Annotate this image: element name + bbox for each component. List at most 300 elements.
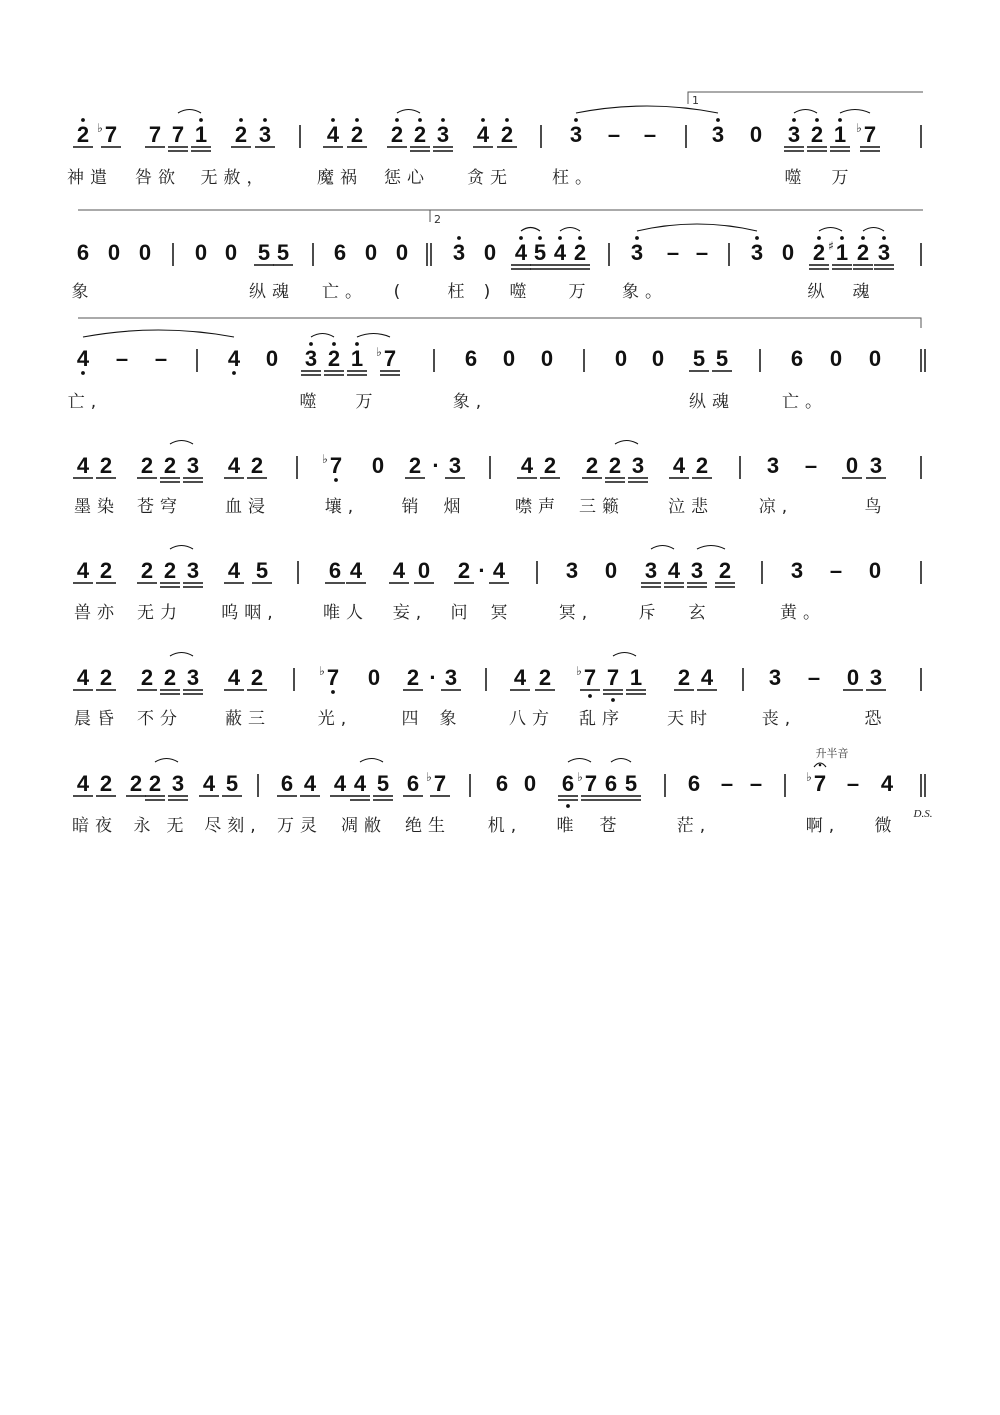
- note: [869, 558, 881, 583]
- note-digit: 3: [448, 453, 462, 478]
- accidental-mark: ♭: [376, 345, 382, 359]
- lyric-syllable: 魔祸: [317, 168, 363, 188]
- lyric-syllable: 茫,: [676, 816, 712, 836]
- note: [484, 240, 496, 265]
- score-row-4: [73, 441, 921, 518]
- note-digit: 4: [227, 665, 241, 690]
- note: [570, 236, 590, 269]
- note: [582, 453, 602, 478]
- note-digit: 5: [624, 771, 638, 796]
- note-digit: 4: [520, 453, 534, 478]
- note-digit: 4: [513, 665, 527, 690]
- note-digit: 3: [171, 771, 185, 796]
- note-digit: 2: [695, 453, 709, 478]
- note: [168, 122, 188, 151]
- note: [697, 665, 717, 690]
- note-digit: 1: [629, 665, 643, 690]
- volta-2-label: 2: [434, 213, 441, 226]
- lyric-syllable: 亡,: [67, 392, 103, 412]
- octave-dot-above: [716, 118, 720, 122]
- lyric-syllable: 纵: [807, 282, 831, 302]
- tie-slur: [615, 441, 638, 445]
- score-row-5: [73, 546, 921, 624]
- note: [387, 118, 407, 147]
- lyric-syllable: 血浸: [225, 497, 271, 517]
- note: [603, 665, 623, 702]
- note: [791, 558, 803, 583]
- accidental-mark: ♭: [577, 770, 583, 784]
- note-digit: 2: [500, 122, 514, 147]
- note-digit: 4: [700, 665, 714, 690]
- note: [715, 558, 735, 587]
- note-digit: 3: [436, 122, 450, 147]
- note: [277, 771, 297, 796]
- note-digit: 4: [880, 771, 894, 796]
- lyric-syllable: 噬: [509, 282, 533, 302]
- note-digit: 6: [464, 346, 478, 371]
- note-digit: 0: [781, 240, 795, 265]
- lyric-syllable: 神遣: [67, 168, 113, 188]
- accidental-mark: ♯: [828, 239, 834, 253]
- note: [155, 346, 167, 371]
- tie-slur: [170, 546, 193, 550]
- note-digit: 2: [327, 346, 341, 371]
- tie-slur: [819, 228, 842, 232]
- lyric-syllable: 万: [831, 168, 855, 188]
- note: [866, 665, 886, 690]
- lyric-syllable: 晨昏: [74, 709, 120, 729]
- note: [426, 770, 450, 796]
- tie-slur: [637, 224, 757, 231]
- octave-dot-above: [355, 118, 359, 122]
- note-digit: 3: [630, 240, 644, 265]
- note-digit: 0: [523, 771, 537, 796]
- note: [805, 453, 817, 478]
- note: [266, 346, 278, 371]
- lyric-syllable: 四: [401, 709, 425, 729]
- note-digit: 0: [540, 346, 554, 371]
- note: [550, 236, 570, 269]
- note: [712, 346, 732, 371]
- note-digit: 4: [227, 346, 241, 371]
- lyric-syllable: 尽刻,: [204, 816, 262, 836]
- note-digit: 0: [829, 346, 843, 371]
- lyric-syllable: 玄: [688, 603, 712, 623]
- note-digit: 2: [99, 771, 113, 796]
- lyric-syllable: 销: [401, 497, 425, 517]
- lyric-syllable: 枉。: [552, 168, 598, 188]
- note-digit: –: [115, 346, 129, 371]
- note: [77, 346, 90, 375]
- note: [183, 665, 203, 694]
- note: [414, 558, 434, 583]
- score-row-3: [68, 330, 925, 412]
- note-digit: 2: [163, 665, 177, 690]
- note-digit: 0: [364, 240, 378, 265]
- note-digit: 4: [76, 453, 90, 478]
- note: [478, 558, 485, 583]
- octave-dot-above: [815, 118, 819, 122]
- tie-slur: [840, 110, 870, 114]
- octave-dot-above: [538, 236, 542, 240]
- octave-dot-above: [355, 342, 359, 346]
- note-digit: 2: [250, 453, 264, 478]
- score-row-7: [72, 746, 932, 836]
- lyric-syllable: 八方: [509, 709, 555, 729]
- note-digit: 3: [631, 453, 645, 478]
- note: [445, 453, 465, 478]
- dal-segno-mark: D.S.: [913, 808, 933, 820]
- note: [139, 240, 151, 265]
- note: [224, 453, 244, 478]
- note: [322, 452, 342, 482]
- note-digit: 3: [711, 122, 725, 147]
- note: [535, 665, 555, 690]
- note-digit: 3: [565, 558, 579, 583]
- note-digit: 0: [194, 240, 208, 265]
- note-digit: 0: [868, 346, 882, 371]
- note: [137, 558, 157, 583]
- note: [784, 118, 804, 151]
- note-digit: 0: [138, 240, 152, 265]
- note-digit: 4: [202, 771, 216, 796]
- note: [441, 665, 461, 690]
- note-digit: 0: [483, 240, 497, 265]
- octave-dot-below: [334, 478, 338, 482]
- note: [621, 771, 641, 800]
- octave-dot-above: [558, 236, 562, 240]
- note: [615, 346, 627, 371]
- note: [626, 665, 646, 694]
- note-digit: 4: [514, 240, 528, 265]
- note-digit: 2: [99, 558, 113, 583]
- tie-slur: [521, 228, 540, 232]
- note-digit: 4: [349, 558, 363, 583]
- lyric-syllable: 无赦，: [200, 168, 270, 188]
- note-digit: 4: [392, 558, 406, 583]
- note: [869, 346, 881, 371]
- lyric-syllable: 惩心: [384, 168, 430, 188]
- note-digit: 2: [608, 453, 622, 478]
- note: [605, 453, 625, 482]
- note: [254, 240, 274, 265]
- score-row-2: [72, 224, 922, 302]
- note: [853, 236, 873, 269]
- note: [224, 665, 244, 690]
- note-digit: 6: [561, 771, 575, 796]
- note-digit: 4: [672, 453, 686, 478]
- lyric-syllable: 亡。: [322, 282, 368, 302]
- accidental-mark: ♭: [97, 121, 103, 135]
- note: [541, 346, 553, 371]
- note: [605, 558, 617, 583]
- lyric-syllable: 贪无: [467, 168, 513, 188]
- tie-slur: [397, 110, 420, 114]
- note: [73, 771, 93, 796]
- note-digit: 1: [350, 346, 364, 371]
- note: [696, 240, 708, 265]
- octave-dot-above: [331, 118, 335, 122]
- lyric-syllable: 无: [166, 816, 190, 836]
- note: [652, 346, 664, 371]
- lyric-syllable: 暗夜: [72, 816, 118, 836]
- note: [168, 771, 188, 800]
- lyric-syllable: 微: [874, 816, 898, 836]
- note: [222, 771, 242, 796]
- note: [228, 346, 241, 375]
- tie-slur: [568, 759, 591, 763]
- note: [300, 771, 320, 796]
- note: [96, 453, 116, 478]
- note: [191, 118, 211, 151]
- note: [97, 121, 121, 147]
- note: [325, 558, 345, 583]
- note: [843, 665, 863, 690]
- tie-slur: [170, 441, 193, 445]
- note: [73, 453, 93, 478]
- accidental-mark: ♭: [426, 770, 432, 784]
- note-digit: 5: [255, 558, 269, 583]
- lyric-syllable: 黄。: [780, 603, 826, 623]
- accidental-mark: ♭: [856, 121, 862, 135]
- note: [828, 236, 852, 269]
- note: [365, 240, 377, 265]
- note: [530, 236, 550, 269]
- tie-slur: [170, 653, 193, 657]
- note-digit: –: [695, 240, 709, 265]
- octave-dot-above: [578, 236, 582, 240]
- score-row-1: [67, 106, 921, 188]
- note-digit: 5: [257, 240, 271, 265]
- note: [137, 453, 157, 478]
- note-digit: 2: [350, 122, 364, 147]
- note: [807, 118, 827, 151]
- note: [769, 665, 781, 690]
- accidental-mark: ♭: [806, 770, 812, 784]
- note-digit: 4: [76, 665, 90, 690]
- note-digit: 7: [433, 771, 447, 796]
- note-digit: 3: [869, 665, 883, 690]
- lyric-syllable: 乱序: [579, 709, 625, 729]
- note: [524, 771, 536, 796]
- note: [767, 453, 779, 478]
- note-digit: ·: [429, 665, 437, 690]
- lyric-syllable: 问: [450, 603, 474, 623]
- note: [644, 122, 656, 147]
- tie-slur: [155, 759, 178, 763]
- lyric-syllable: 不分: [137, 709, 183, 729]
- note: [830, 118, 850, 151]
- note: [511, 236, 531, 269]
- note: [301, 342, 321, 375]
- note: [751, 236, 763, 265]
- lyric-syllable: 咎欲: [135, 168, 181, 188]
- tie-slur: [651, 546, 674, 550]
- note: [137, 665, 157, 690]
- note: [96, 771, 116, 796]
- note-digit: –: [666, 240, 680, 265]
- lyric-syllable: 万: [355, 392, 379, 412]
- note-digit: 4: [76, 346, 90, 371]
- lyric-syllable: 苍穹: [137, 497, 183, 517]
- note-digit: 3: [768, 665, 782, 690]
- note: [183, 453, 203, 482]
- tie-slur: [360, 759, 383, 763]
- note-digit: 3: [644, 558, 658, 583]
- note: [453, 236, 465, 265]
- tie-slur: [311, 334, 334, 338]
- score-row-6: [73, 653, 921, 730]
- octave-dot-above: [792, 118, 796, 122]
- octave-dot-above: [481, 118, 485, 122]
- note-digit: 2: [538, 665, 552, 690]
- lyric-syllable: 斥: [638, 603, 662, 623]
- note-digit: 3: [258, 122, 272, 147]
- note: [224, 558, 244, 583]
- note: [497, 118, 517, 147]
- note: [405, 453, 425, 478]
- note-digit: 6: [790, 346, 804, 371]
- note: [465, 346, 477, 371]
- note-digit: 0: [749, 122, 763, 147]
- note: [252, 558, 272, 583]
- note-digit: 2: [163, 453, 177, 478]
- note: [750, 771, 762, 796]
- note: [330, 771, 350, 796]
- note: [368, 665, 380, 690]
- note-digit: 2: [390, 122, 404, 147]
- note-digit: 2: [129, 771, 143, 796]
- note-digit: 2: [140, 665, 154, 690]
- performance-annotation: 升半音: [815, 747, 849, 760]
- note: [347, 118, 367, 147]
- note: [403, 665, 423, 690]
- note: [830, 346, 842, 371]
- lyric-syllable: 亡。: [782, 392, 828, 412]
- note: [350, 771, 370, 800]
- note: [323, 118, 343, 147]
- lyric-syllable: 噤声: [515, 497, 561, 517]
- note-digit: 5: [225, 771, 239, 796]
- lyric-syllable: 凋敝: [341, 816, 387, 836]
- octave-dot-below: [566, 804, 570, 808]
- phrase-line-row3: [78, 318, 921, 328]
- octave-dot-below: [232, 371, 236, 375]
- note-digit: 3: [186, 453, 200, 478]
- note: [517, 453, 537, 478]
- note-digit: 4: [303, 771, 317, 796]
- note: [199, 771, 219, 796]
- note: [664, 558, 684, 587]
- lyric-syllable: 墨染: [74, 497, 120, 517]
- note-digit: 3: [787, 122, 801, 147]
- tie-slur: [613, 653, 636, 657]
- note-digit: 2: [573, 240, 587, 265]
- note: [429, 665, 436, 690]
- lyric-syllable: 万: [568, 282, 592, 302]
- note: [376, 345, 400, 375]
- note: [396, 240, 408, 265]
- note: [145, 771, 165, 800]
- note-digit: 2: [140, 453, 154, 478]
- note-digit: 0: [395, 240, 409, 265]
- note-digit: 3: [304, 346, 318, 371]
- note-digit: 2: [543, 453, 557, 478]
- tie-slur: [83, 330, 234, 337]
- note: [558, 771, 578, 808]
- octave-dot-above: [263, 118, 267, 122]
- note-digit: 2: [413, 122, 427, 147]
- note-digit: 0: [651, 346, 665, 371]
- note-digit: 0: [265, 346, 279, 371]
- note-digit: 2: [856, 240, 870, 265]
- note: [631, 236, 643, 265]
- accidental-mark: ♭: [322, 452, 328, 466]
- note-digit: 0: [367, 665, 381, 690]
- octave-dot-above: [441, 118, 445, 122]
- note: [432, 453, 439, 478]
- note: [195, 240, 207, 265]
- lyric-syllable: 象: [71, 282, 95, 302]
- note-digit: 5: [376, 771, 390, 796]
- tie-slur: [357, 334, 390, 338]
- note-digit: 2: [406, 665, 420, 690]
- note-digit: 7: [171, 122, 185, 147]
- note-digit: 5: [692, 346, 706, 371]
- note-digit: ·: [478, 558, 486, 583]
- lyric-syllable: 妄,: [392, 603, 428, 623]
- note-digit: 7: [329, 453, 343, 478]
- note-digit: –: [749, 771, 763, 796]
- note-digit: 5: [533, 240, 547, 265]
- note-digit: 4: [353, 771, 367, 796]
- note-digit: 1: [835, 240, 849, 265]
- octave-dot-above: [81, 118, 85, 122]
- note-digit: 4: [227, 558, 241, 583]
- note-digit: 0: [614, 346, 628, 371]
- note: [496, 771, 508, 796]
- note-digit: 2: [718, 558, 732, 583]
- note: [782, 240, 794, 265]
- note: [608, 122, 620, 147]
- note: [881, 771, 894, 796]
- volta-2-bracket: [430, 210, 441, 226]
- note: [750, 122, 762, 147]
- octave-dot-above: [457, 236, 461, 240]
- note-digit: 7: [813, 771, 827, 796]
- lyric-syllable: 丧,: [761, 709, 797, 729]
- note-digit: 0: [107, 240, 121, 265]
- lyric-syllable: 噬: [784, 168, 808, 188]
- note: [489, 558, 509, 583]
- note: [866, 453, 886, 478]
- note-digit: 3: [790, 558, 804, 583]
- lyric-syllable: 噬: [299, 392, 323, 412]
- note: [255, 118, 275, 147]
- note-digit: 3: [444, 665, 458, 690]
- tie-slur: [178, 110, 201, 114]
- note-digit: –: [154, 346, 168, 371]
- lyric-syllable: 苍: [599, 816, 623, 836]
- note-digit: 3: [452, 240, 466, 265]
- note: [570, 118, 582, 147]
- note: [373, 771, 393, 800]
- note-digit: 2: [457, 558, 471, 583]
- note: [669, 453, 689, 478]
- note-digit: 4: [476, 122, 490, 147]
- note: [473, 118, 493, 147]
- octave-dot-above: [309, 342, 313, 346]
